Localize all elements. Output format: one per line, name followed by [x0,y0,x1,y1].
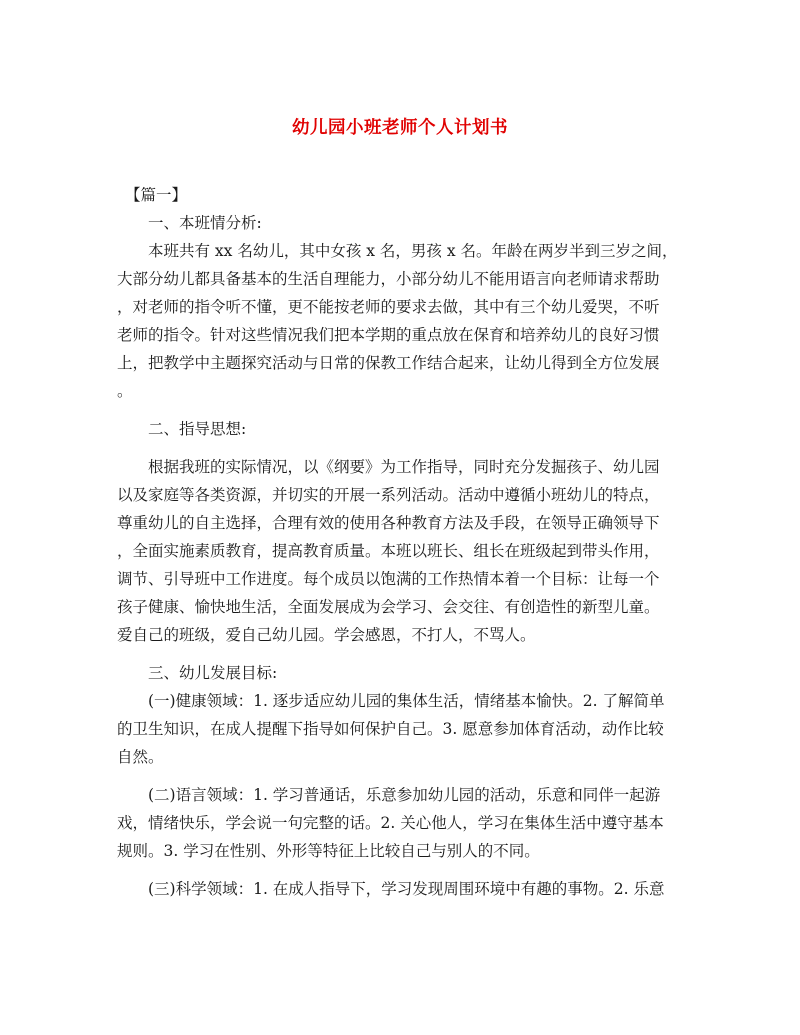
document-title: 幼儿园小班老师个人计划书 [292,118,508,138]
text-line: 三、幼儿发展目标: [148,664,278,682]
text-line: 规则。3. 学习在性别、外形等特征上比较自己与别人的不同。 [117,842,540,860]
text-line: 老师的指令。针对这些情况我们把本学期的重点放在保育和培养幼儿的良好习惯 [117,326,660,344]
text-line: ，对老师的指令听不懂，更不能按老师的要求去做，其中有三个幼儿爱哭，不听 [117,298,660,316]
text-line: 上，把教学中主题探究活动与日常的保教工作结合起来，让幼儿得到全方位发展 [117,354,660,372]
paragraph-gap [117,443,677,453]
text-line: 根据我班的实际情况，以《纲要》为工作指导，同时充分发掘孩子、幼儿园 [148,458,660,476]
text-line: 以及家庭等各类资源，并切实的开展一系列活动。活动中遵循小班幼儿的特点， [117,486,660,504]
text-line: ，全面实施素质教育，提高教育质量。本班以班长、组长在班级起到带头作用， [117,542,660,560]
text-line: 的卫生知识，在成人提醒下指导如何保护自己。3. 愿意参加体育活动，动作比较 [117,720,664,738]
paragraph-gap [117,865,677,875]
text-line: 自然。 [117,748,164,766]
text-line: 二、指导思想: [148,420,247,438]
text-line: 大部分幼儿都具备基本的生活自理能力，小部分幼儿不能用语言向老师请求帮助 [117,270,660,288]
text-line: 【篇一】 [125,186,188,204]
text-line: (一)健康领域：1. 逐步适应幼儿园的集体生活，情绪基本愉快。2. 了解简单 [148,692,665,710]
text-line: 调节、引导班中工作进度。每个成员以饱满的工作热情本着一个目标：让每一个 [117,570,660,588]
text-line: 本班共有 xx 名幼儿，其中女孩 x 名，男孩 x 名。年龄在两岁半到三岁之间， [148,242,678,260]
text-line: 尊重幼儿的自主选择，合理有效的使用各种教育方法及手段，在领导正确领导下 [117,514,660,532]
text-line: 爱自己的班级，爱自己幼儿园。学会感恩，不打人，不骂人。 [117,626,536,644]
document-body [117,181,677,903]
text-line: (三)科学领域：1. 在成人指导下，学习发现周围环境中有趣的事物。2. 乐意 [148,880,665,898]
paragraph-gap [117,771,677,781]
text-line: 一、本班情分析: [148,214,262,232]
text-line: 孩子健康、愉快地生活，全面发展成为会学习、会交往、有创造性的新型儿童。 [117,598,660,616]
paragraph-gap [117,649,677,659]
text-line: 戏，情绪快乐，学会说一句完整的话。2. 关心他人，学习在集体生活中遵守基本 [117,814,664,832]
paragraph-gap [117,405,677,415]
text-line: 。 [117,382,133,400]
text-line: (二)语言领域：1. 学习普通话，乐意参加幼儿园的活动，乐意和同伴一起游 [148,786,661,804]
